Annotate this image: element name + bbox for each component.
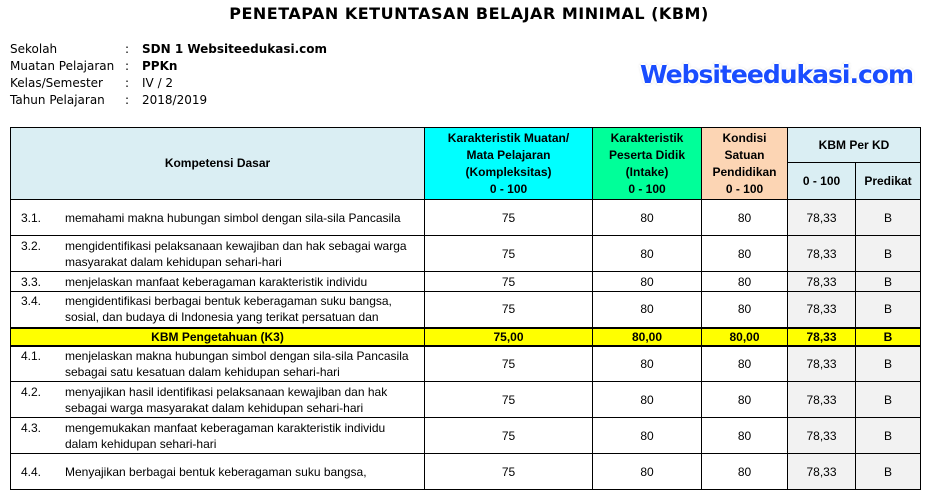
kbm-cell: 78,33 <box>788 292 856 328</box>
info-row <box>10 40 327 57</box>
table-row <box>11 236 921 272</box>
kompleksitas-cell[interactable]: 75 <box>425 200 593 236</box>
table-row <box>11 292 921 328</box>
kd-number: 3.2. <box>21 238 42 253</box>
kompleksitas-cell[interactable]: 75 <box>425 346 593 382</box>
predikat-cell: B <box>856 272 921 292</box>
kd-cell <box>11 200 425 236</box>
kd-cell <box>11 272 425 292</box>
header-range: 0 - 100 <box>788 163 856 200</box>
predikat-cell: B <box>856 382 921 418</box>
kd-number: 4.4. <box>21 464 42 479</box>
kompleksitas-cell[interactable]: 75 <box>425 292 593 328</box>
info-value: 2018/2019 <box>142 92 208 107</box>
kompleksitas-cell[interactable]: 75 <box>425 272 593 292</box>
intake-cell[interactable]: 80 <box>593 236 702 272</box>
info-sep: : <box>125 41 130 56</box>
info-value: SDN 1 Websiteedukasi.com <box>142 41 328 56</box>
header-predikat: Predikat <box>856 163 921 200</box>
intake-cell[interactable]: 80 <box>593 200 702 236</box>
predikat-cell: B <box>856 346 921 382</box>
kd-cell <box>11 236 425 272</box>
kd-number: 4.1. <box>21 348 42 363</box>
table-row <box>11 346 921 382</box>
kondisi-cell[interactable]: 80 <box>702 292 788 328</box>
info-sep: : <box>125 75 130 90</box>
kondisi-cell[interactable]: 80 <box>702 382 788 418</box>
intake-cell[interactable]: 80 <box>593 292 702 328</box>
info-row <box>10 74 327 91</box>
kbm-cell: 78,33 <box>788 454 856 490</box>
predikat-cell: B <box>856 454 921 490</box>
summary-kbm: 78,33 <box>788 328 856 346</box>
intake-cell[interactable]: 80 <box>593 418 702 454</box>
kd-number: 3.4. <box>21 294 42 309</box>
kompleksitas-cell[interactable]: 75 <box>425 418 593 454</box>
kd-number: 4.2. <box>21 384 42 399</box>
table-row <box>11 418 921 454</box>
summary-predikat: B <box>856 328 921 346</box>
info-label: Tahun Pelajaran <box>10 92 105 107</box>
intake-cell[interactable]: 80 <box>593 272 702 292</box>
predikat-cell: B <box>856 292 921 328</box>
info-value: IV / 2 <box>142 75 174 90</box>
header-line: Pendidikan <box>712 164 777 179</box>
kd-cell <box>11 454 425 490</box>
header-line: Karakteristik Muatan/ <box>447 130 570 145</box>
header-intake <box>593 128 702 200</box>
header-kompetensi-dasar: Kompetensi Dasar <box>11 128 425 200</box>
header-kbm-per-kd: KBM Per KD <box>788 128 921 163</box>
kondisi-cell[interactable]: 80 <box>702 346 788 382</box>
kd-text: memahami makna hubungan simbol dengan sila-sila Pancasila <box>65 210 401 225</box>
torn-edge-right <box>930 0 938 497</box>
summary-kompleksitas: 75,00 <box>425 328 593 346</box>
kbm-cell: 78,33 <box>788 272 856 292</box>
info-label: Kelas/Semester <box>10 75 103 90</box>
header-line: Karakteristik <box>610 130 684 145</box>
kd-number: 4.3. <box>21 420 42 435</box>
kd-text: mengemukakan manfaat keberagaman karakteristik individu dalam kehidupan sehari-hari <box>65 420 386 451</box>
kondisi-cell[interactable]: 80 <box>702 272 788 292</box>
summary-kondisi: 80,00 <box>702 328 788 346</box>
kd-text: menjelaskan makna hubungan simbol dengan sila-sila Pancasila sebagai satu kesatuan dalam kehidupan sehari-hari <box>65 348 409 379</box>
kondisi-cell[interactable]: 80 <box>702 236 788 272</box>
header-kondisi <box>702 128 788 200</box>
kd-cell <box>11 418 425 454</box>
info-label: Sekolah <box>10 41 58 56</box>
predikat-cell: B <box>856 236 921 272</box>
header-line: 0 - 100 <box>725 181 764 196</box>
kbm-cell: 78,33 <box>788 236 856 272</box>
header-line: Satuan <box>724 147 765 162</box>
kd-number: 3.1. <box>21 210 42 225</box>
info-sep: : <box>125 92 130 107</box>
intake-cell[interactable]: 80 <box>593 382 702 418</box>
kompleksitas-cell[interactable]: 75 <box>425 382 593 418</box>
kbm-cell: 78,33 <box>788 382 856 418</box>
watermark: Websiteedukasi.com <box>640 60 914 89</box>
predikat-cell: B <box>856 200 921 236</box>
summary-label: KBM Pengetahuan (K3) <box>11 328 425 346</box>
kondisi-cell[interactable]: 80 <box>702 418 788 454</box>
header-line: (Kompleksitas) <box>465 164 552 179</box>
kd-text: menyajikan hasil identifikasi pelaksanaan kewajiban dan hak sebagai warga masyarakat dalam kehidupan sehari-hari <box>65 384 388 415</box>
kompleksitas-cell[interactable]: 75 <box>425 236 593 272</box>
kd-text: mengidentifikasi pelaksanaan kewajiban dan hak sebagai warga masyarakat dalam kehidupan sehari-hari <box>65 238 407 269</box>
info-sep: : <box>125 58 130 73</box>
table-row <box>11 382 921 418</box>
info-value: PPKn <box>142 58 178 73</box>
info-label: Muatan Pelajaran <box>10 58 115 73</box>
summary-row <box>11 328 921 346</box>
info-block <box>10 40 327 108</box>
predikat-cell: B <box>856 418 921 454</box>
table-row <box>11 272 921 292</box>
page-title: PENETAPAN KETUNTASAN BELAJAR MINIMAL (KBM) <box>229 4 709 23</box>
table-row <box>11 454 921 490</box>
kd-text: menjelaskan manfaat keberagaman karakteristik individu <box>65 274 368 289</box>
info-row <box>10 57 327 74</box>
table-row <box>11 200 921 236</box>
kd-text: mengidentifikasi berbagai bentuk keberagaman suku bangsa, sosial, dan budaya di Indonesia yang terikat persatuan dan <box>65 294 392 325</box>
kbm-cell: 78,33 <box>788 200 856 236</box>
header-line: Peserta Didik <box>608 147 686 162</box>
header-line: 0 - 100 <box>489 181 528 196</box>
kbm-table <box>10 127 921 490</box>
info-row <box>10 91 327 108</box>
header-line: 0 - 100 <box>628 181 666 196</box>
kondisi-cell[interactable]: 80 <box>702 200 788 236</box>
intake-cell[interactable]: 80 <box>593 454 702 490</box>
kbm-cell: 78,33 <box>788 418 856 454</box>
intake-cell[interactable]: 80 <box>593 346 702 382</box>
kd-text: Menyajikan berbagai bentuk keberagaman suku bangsa, <box>65 464 367 479</box>
header-line: Kondisi <box>722 130 767 145</box>
kompleksitas-cell[interactable]: 75 <box>425 454 593 490</box>
kbm-cell: 78,33 <box>788 346 856 382</box>
kd-cell <box>11 292 425 328</box>
header-kompleksitas <box>425 128 593 200</box>
header-line: Mata Pelajaran <box>466 147 551 162</box>
kd-cell <box>11 382 425 418</box>
summary-intake: 80,00 <box>593 328 702 346</box>
header-line: (Intake) <box>625 164 669 179</box>
kd-number: 3.3. <box>21 274 42 289</box>
kd-cell <box>11 346 425 382</box>
kondisi-cell[interactable]: 80 <box>702 454 788 490</box>
